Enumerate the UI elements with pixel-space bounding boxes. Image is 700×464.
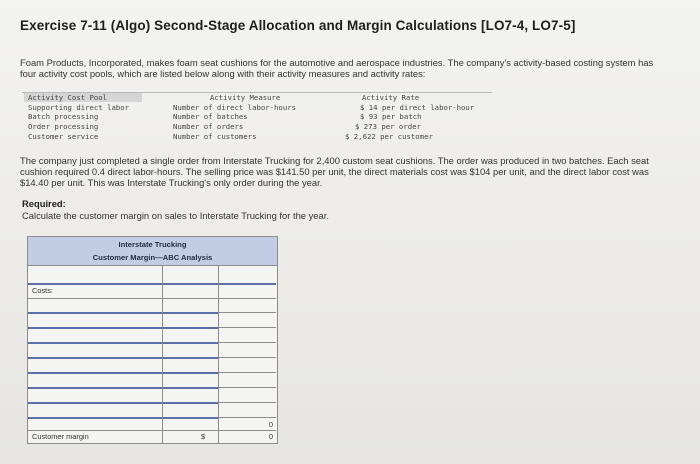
cost-amount-input[interactable] [163, 388, 219, 404]
pool-name: Batch processing [28, 112, 99, 121]
cost-label-input[interactable] [28, 328, 163, 344]
cost-amount-input[interactable] [163, 373, 219, 389]
pool-measure: Number of orders [173, 122, 244, 131]
cost-amount-input[interactable] [163, 343, 219, 359]
cost-label-input[interactable] [28, 388, 163, 404]
pools-row [22, 132, 492, 142]
pool-measure: Number of customers [173, 132, 257, 141]
customer-margin-value: 0 [268, 432, 273, 441]
answer-table-subtitle: Customer Margin—ABC Analysis [92, 253, 213, 262]
table-row [28, 284, 277, 298]
cost-amount-input[interactable] [163, 328, 219, 344]
table-row [28, 418, 277, 430]
costs-label: Costs: [32, 286, 53, 295]
page-title: Exercise 7-11 (Algo) Second-Stage Allocation and Margin Calculations [LO7-4, LO7-5] [20, 18, 576, 33]
table-row [28, 313, 277, 327]
pool-rate: $ 93 per batch [360, 112, 422, 121]
cost-amount-input[interactable] [163, 358, 219, 374]
intro-paragraph: Foam Products, Incorporated, makes foam seat cushions for the automotive and aerospace industries. The company's activity-based costing system has four activity cost pools, which are listed below along with their activity measures and activity rates: [20, 57, 654, 79]
row-total-input[interactable] [219, 266, 276, 285]
pool-rate: $ 14 per direct labor-hour [360, 103, 475, 112]
pools-header-rate: Activity Rate [362, 93, 420, 102]
scenario-paragraph: The company just completed a single order from Interstate Trucking for 2,400 custom seat cushions. The order was produced in two batches. Each seat cushion required 0.4 direct labor-hours. The selling price was $141.50 per unit, the direct materials cost was $104 per unit, and the direct labor cost was $14.40 per unit. This was Interstate Trucking's only order during the year. [20, 155, 649, 188]
answer-table-header [28, 237, 277, 266]
row-amount-input[interactable] [163, 266, 219, 285]
cost-amount-input[interactable] [163, 313, 219, 329]
table-row [28, 358, 277, 372]
pool-name: Customer service [28, 132, 99, 141]
table-row [28, 266, 277, 283]
customer-margin-label: Customer margin [32, 432, 89, 441]
pools-header-measure: Activity Measure [210, 93, 281, 102]
pool-name: Supporting direct labor [28, 103, 130, 112]
total-costs-value: 0 [268, 420, 273, 429]
activity-pools-table [22, 92, 492, 143]
cost-label-input[interactable] [28, 343, 163, 359]
pool-rate: $ 2,622 per customer [345, 132, 433, 141]
answer-table-title: Interstate Trucking [118, 240, 187, 249]
row-label-input[interactable] [28, 266, 163, 285]
cost-amount-input[interactable] [163, 403, 219, 419]
cost-label-input[interactable] [28, 358, 163, 374]
dollar-sign: $ [201, 432, 206, 441]
table-row [28, 430, 277, 443]
table-row [28, 403, 277, 417]
table-row [28, 328, 277, 342]
pool-rate: $ 273 per order [355, 122, 421, 131]
cost-label-input[interactable] [28, 313, 163, 329]
answer-table [27, 236, 278, 444]
pools-row [22, 122, 492, 132]
cost-amount-input[interactable] [163, 299, 219, 314]
cost-label-input[interactable] [28, 373, 163, 389]
cost-label-input[interactable] [28, 403, 163, 419]
pools-header-row [22, 93, 492, 102]
pools-row [22, 112, 492, 122]
cost-label-input[interactable] [28, 299, 163, 314]
table-row [28, 388, 277, 402]
pool-measure: Number of batches [173, 112, 248, 121]
pool-measure: Number of direct labor-hours [173, 103, 297, 112]
table-row [28, 373, 277, 387]
required-heading: Required: [22, 198, 66, 209]
pool-name: Order processing [28, 122, 99, 131]
table-row [28, 343, 277, 357]
pools-header-pool: Activity Cost Pool [28, 93, 108, 102]
required-text: Calculate the customer margin on sales to Interstate Trucking for the year. [22, 210, 329, 221]
table-row [28, 299, 277, 312]
